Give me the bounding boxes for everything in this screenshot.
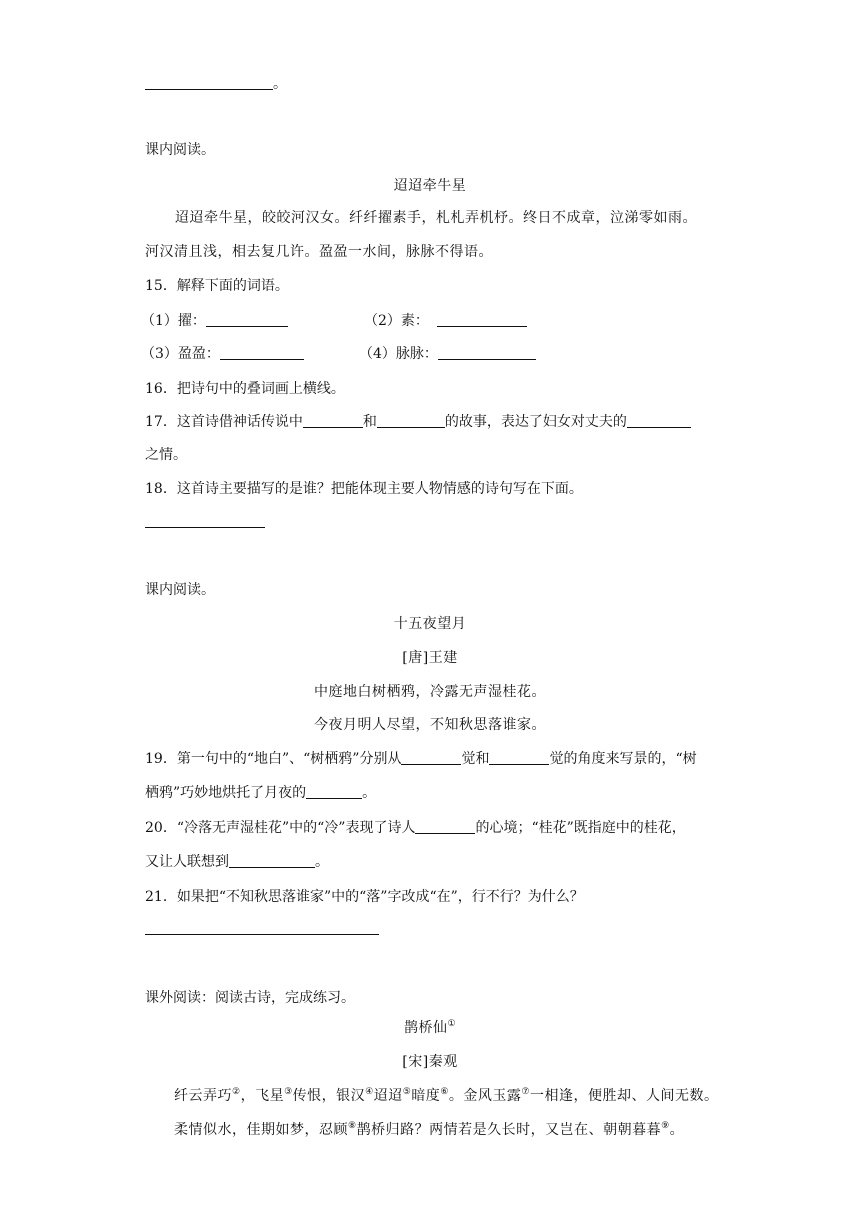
poem-line: 河汉清且浅，相去复几许。盈盈一水间，脉脉不得语。 xyxy=(145,244,493,260)
poem-text: 。金风玉露 xyxy=(448,1088,522,1104)
answer-blank[interactable] xyxy=(377,413,445,428)
answer-blank[interactable] xyxy=(437,312,527,327)
section-label: 课外阅读：阅读古诗，完成练习。 xyxy=(145,990,355,1006)
question-17: 17．这首诗借神话传说中 和 的故事，表达了妇女对丈夫的 xyxy=(145,412,691,432)
poem-author: [宋]秦观 xyxy=(402,1054,458,1070)
question-15: 15．解释下面的词语。 xyxy=(145,278,289,294)
poem-line xyxy=(174,1086,718,1106)
footnote-marker: ⑧ xyxy=(348,1121,357,1131)
question-17-cont: 之情。 xyxy=(145,447,187,463)
footnote-marker: ⑥ xyxy=(440,1087,449,1097)
poem-author: [唐]王建 xyxy=(402,650,458,666)
answer-blank[interactable] xyxy=(306,784,362,799)
q15-item-2: （2）素： xyxy=(364,311,527,331)
prev-answer-line: 。 xyxy=(145,74,287,94)
section-label: 课内阅读。 xyxy=(145,142,215,158)
footnote-marker: ⑤ xyxy=(402,1087,412,1097)
poem-text: 传恨，银汉 xyxy=(292,1088,366,1104)
poem-text: 纤云弄巧 xyxy=(174,1088,232,1104)
answer-line[interactable] xyxy=(145,934,379,935)
answer-blank[interactable] xyxy=(401,750,461,765)
question-19-cont: 栖鸦”巧妙地烘托了月夜的 。 xyxy=(145,785,377,801)
q15-item-4: （4）脉脉： xyxy=(359,344,536,364)
question-18: 18．这首诗主要描写的是谁？把能体现主要人物情感的诗句写在下面。 xyxy=(145,481,583,497)
footnote-marker: ③ xyxy=(284,1087,293,1097)
question-20: 20．“冷落无声湿桂花”中的“冷”表现了诗人 的心境；“桂花”既指庭中的桂花， xyxy=(145,820,686,836)
answer-blank[interactable] xyxy=(229,853,315,868)
answer-blank[interactable] xyxy=(220,345,304,360)
poem-text: 一相逢，便胜却、人间无数。 xyxy=(529,1088,719,1104)
poem-line: 迢迢牵牛星，皎皎河汉女。纤纤擢素手，札札弄机杼。终日不成章，泣涕零如雨。 xyxy=(175,210,697,226)
question-16: 16．把诗句中的叠词画上横线。 xyxy=(145,381,345,397)
answer-blank[interactable] xyxy=(438,345,536,360)
footnote-marker: ② xyxy=(232,1087,241,1097)
footnote-marker: ④ xyxy=(365,1087,374,1097)
answer-line[interactable] xyxy=(145,527,265,528)
answer-blank[interactable] xyxy=(627,413,691,428)
footnote-marker: ⑦ xyxy=(521,1087,530,1097)
poem-line xyxy=(174,1120,684,1140)
poem-text: 迢迢 xyxy=(373,1088,403,1104)
answer-blank[interactable] xyxy=(303,413,363,428)
poem-text: 。 xyxy=(669,1122,685,1138)
answer-blank[interactable] xyxy=(415,819,475,834)
answer-blank[interactable] xyxy=(489,750,549,765)
poem-title: 迢迢牵牛星 xyxy=(393,178,467,194)
poem-text: 柔情似水，佳期如梦，忍顾 xyxy=(174,1122,348,1138)
poem-line: 今夜月明人尽望，不知秋思落谁家。 xyxy=(314,717,546,733)
section-label: 课内阅读。 xyxy=(145,582,215,598)
answer-blank[interactable] xyxy=(145,75,273,90)
answer-blank[interactable] xyxy=(206,312,288,327)
question-20-cont: 又让人联想到 。 xyxy=(145,854,329,870)
question-19: 19．第一句中的“地白”、“树栖鸦”分别从 觉和 觉的角度来写景的，“树 xyxy=(145,751,697,767)
q15-item-3: （3）盈盈： xyxy=(141,344,304,364)
poem-text: 鹊桥归路？两情若是久长时，又岂在、朝朝暮暮 xyxy=(356,1122,662,1138)
poem-line: 中庭地白树栖鸦，冷露无声湿桂花。 xyxy=(314,684,546,700)
poem-title: 鹊桥仙① xyxy=(403,1019,457,1036)
poem-text: ，飞星 xyxy=(240,1088,285,1104)
poem-title: 十五夜望月 xyxy=(393,616,467,632)
footnote-marker: ⑨ xyxy=(661,1121,670,1131)
poem-text: 暗度 xyxy=(411,1088,441,1104)
question-21: 21．如果把“不知秋思落谁家”中的“落”字改成“在”，行不行？为什么？ xyxy=(145,889,584,905)
q15-item-1: （1）擢： xyxy=(141,311,288,331)
